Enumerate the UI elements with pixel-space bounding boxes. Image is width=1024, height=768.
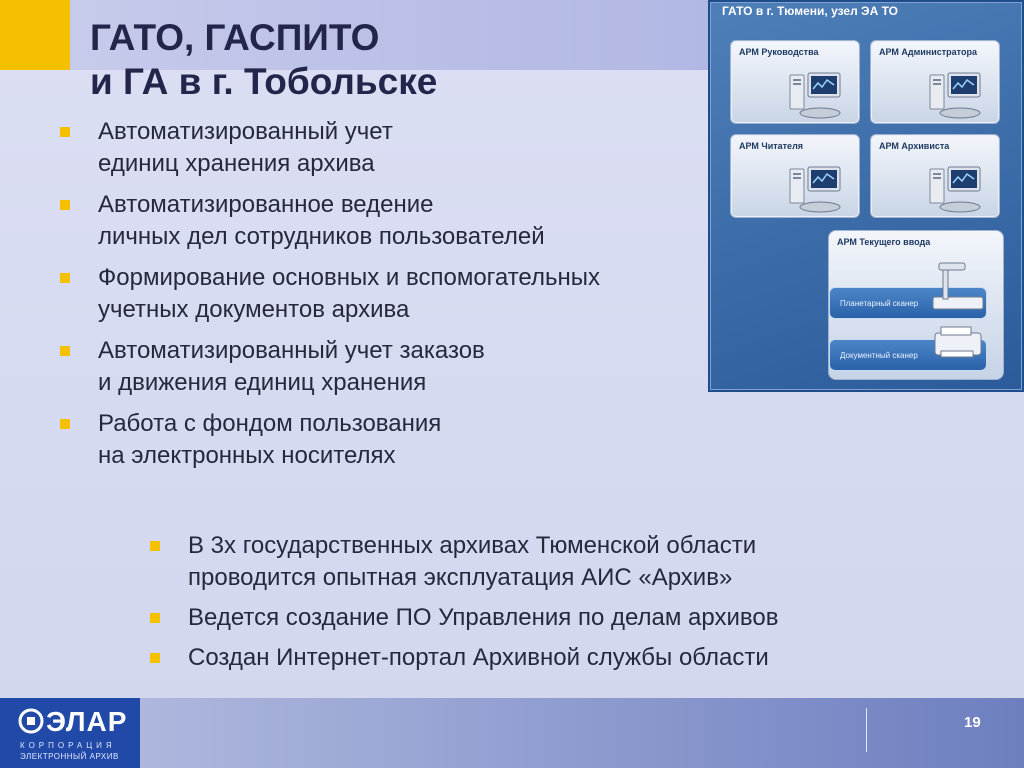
scanner-label: Документный сканер [840, 351, 918, 360]
bullet-item [150, 642, 910, 674]
company-logo [0, 698, 140, 768]
bullet-text-line1: Создан Интернет-портал Архивной службы области [188, 644, 769, 671]
computer-icon [926, 163, 986, 215]
bullet-text-line2: учетных документов архива [98, 296, 410, 323]
bullet-item [60, 189, 720, 253]
computer-icon [786, 163, 846, 215]
logo-emblem-icon [18, 708, 44, 734]
workstation-label: АРМ Администратора [879, 47, 977, 57]
footer [0, 698, 1024, 768]
accent-square [0, 0, 70, 70]
workstation-input [828, 230, 1004, 380]
diagram-title: ГАТО в г. Тюмени, узел ЭА ТО [722, 4, 898, 18]
logo-word: ЭЛАР [46, 706, 128, 737]
planetary-scanner-icon [925, 261, 989, 317]
bullet-item [150, 530, 910, 594]
bullet-text-line1: Работа с фондом пользования [98, 410, 442, 437]
bullet-square-icon [60, 127, 70, 137]
slide-title [90, 16, 690, 104]
bullet-text-line1: Формирование основных и вспомогательных [98, 264, 600, 291]
slide-title-line1: ГАТО, ГАСПИТО [90, 17, 380, 58]
scanner-label: Планетарный сканер [840, 299, 919, 308]
network-diagram [708, 0, 1024, 392]
workstation-label: АРМ Читателя [739, 141, 804, 151]
bullet-text-line2: личных дел сотрудников пользователей [98, 223, 545, 250]
workstation-archivist [870, 134, 1000, 218]
workstation-label: АРМ Архивиста [879, 141, 950, 151]
summary-bullet-list [150, 530, 910, 682]
bullet-list [60, 116, 720, 481]
bullet-text-line1: Автоматизированное ведение [98, 191, 434, 218]
bullet-item [150, 602, 910, 634]
page-number: 19 [964, 714, 981, 731]
bullet-square-icon [60, 200, 70, 210]
logo-tagline: ЭЛЕКТРОННЫЙ АРХИВ [20, 752, 119, 761]
workstation-label: АРМ Текущего ввода [837, 237, 931, 247]
slide-title-line2: и ГА в г. Тобольске [90, 61, 438, 102]
bullet-square-icon [60, 273, 70, 283]
workstation-head [730, 40, 860, 124]
bullet-item [60, 262, 720, 326]
bullet-text-line2: на электронных носителях [98, 442, 396, 469]
bullet-text-line1: Автоматизированный учет заказов [98, 337, 485, 364]
bullet-text-line2: и движения единиц хранения [98, 369, 427, 396]
bullet-square-icon [150, 541, 160, 551]
bullet-text-line2: единиц хранения архива [98, 150, 375, 177]
bullet-item [60, 116, 720, 180]
workstation-admin [870, 40, 1000, 124]
workstation-label: АРМ Руководства [739, 47, 819, 57]
bullet-item [60, 408, 720, 472]
document-scanner-icon [931, 323, 987, 363]
bullet-text-line1: Автоматизированный учет [98, 118, 393, 145]
bullet-square-icon [150, 613, 160, 623]
bullet-text-line2: проводится опытная эксплуатация АИС «Архив» [188, 564, 733, 591]
logo-subtitle: КОРПОРАЦИЯ [20, 741, 116, 750]
bullet-text-line1: В 3х государственных архивах Тюменской области [188, 532, 757, 559]
workstation-reader [730, 134, 860, 218]
bullet-square-icon [60, 419, 70, 429]
computer-icon [926, 69, 986, 121]
bullet-text-line1: Ведется создание ПО Управления по делам архивов [188, 604, 779, 631]
footer-divider [866, 708, 867, 752]
bullet-square-icon [60, 346, 70, 356]
computer-icon [786, 69, 846, 121]
bullet-square-icon [150, 653, 160, 663]
bullet-item [60, 335, 720, 399]
